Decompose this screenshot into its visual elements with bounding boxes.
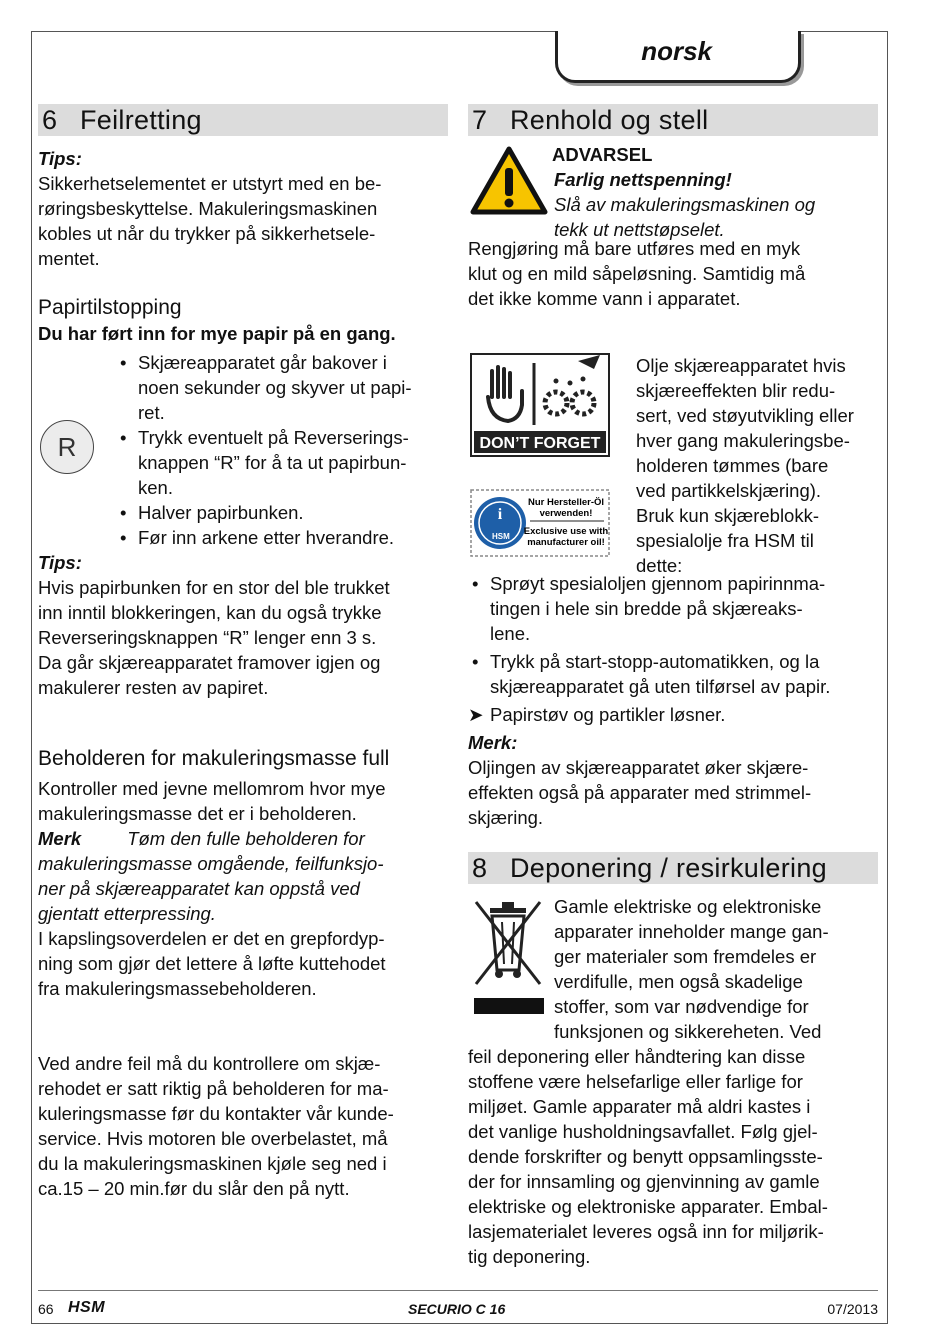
bin-full-text: Kontroller med jevne mellomrom hvor mye makuleringsmasse det er i beholderen. — [38, 778, 386, 824]
right-column — [468, 104, 878, 1269]
other-faults-text: Ved andre feil må du kontrollere om skjæ- rehodet er satt riktig på beholderen for ma- kuleringsmasse før du kontakter vår kunde- service. Hvis motoren ble overbelastet, må du la makuleringsmaskinen kjøle seg ned i ca.15 – 20 min.før du slår den på nytt. — [38, 1053, 394, 1199]
dont-forget-label: DON’T FORGET — [479, 435, 601, 452]
cleaning-text: Rengjøring må bare utføres med en myk klut og en mild såpeløsning. Samtidig må det ikke komme vann i apparatet. — [468, 238, 806, 309]
paper-jam-heading: Papirtilstopping — [38, 296, 182, 319]
section-6-heading: 6 Feilretting — [38, 104, 448, 136]
note-text: Merk Tøm den fulle beholderen for makuleringsmasse omgående, feilfunksjo- ner på skjæreapparatet kan oppstå ved gjentatt etterpressing. — [38, 828, 384, 924]
tips-text: Sikkerhetselementet er utstyrt med en be- røringsbeskyttelse. Makuleringsmaskinen kobles ut når du trykker på sikkerhetsele- mentet. — [38, 173, 382, 269]
oil-block — [468, 357, 878, 587]
bin-full-heading: Beholderen for makuleringsmasse full — [38, 747, 390, 770]
list-item: • Sprøyt spesialoljen gjennom papirinnma- tingen i hele sin bredde på skjæreaks- lene. — [468, 571, 878, 646]
section-8-heading: 8 Deponering / resirkulering — [468, 852, 878, 884]
note-text: Oljingen av skjæreapparatet øker skjære- effekten også på apparater med strimmel- skjæring. — [468, 757, 812, 828]
oil-logo: HSM — [492, 532, 510, 541]
paper-jam-steps — [116, 350, 448, 550]
page-footer — [38, 1290, 878, 1320]
oil-label-icon — [470, 489, 610, 557]
warning-subtitle: Farlig nettspenning! — [554, 169, 732, 190]
list-item: • Trykk eventuelt på Reverserings- knappen “R” for å ta ut papirbun- ken. — [116, 425, 448, 500]
language-tab — [555, 31, 801, 83]
warning-title: ADVARSEL — [552, 144, 653, 165]
arrow-right-icon: ➤ — [468, 704, 484, 725]
list-item: • Halver papirbunken. — [116, 500, 448, 525]
oil-text: Olje skjæreapparatet hvis skjæreeffekten blir redu- sert, ved støyutvikling eller hver gang makuleringsbe- holderen tømmes (bare ved partikkelskjæring). Bruk kun skjæreblokk- spesialolje fra HSM til dette: — [636, 355, 854, 576]
paper-jam-cause: Du har ført inn for mye papir på en gang. — [38, 323, 396, 344]
disposal-text: feil deponering eller håndtering kan disse stoffene være helsefarlige eller farlige for miljøet. Gamle apparater må aldri kastes i det vanlige husholdningsavfallet. Følg gjel- dende forskrifter og benytt oppsamlingsste- der for innsamling og gjenvinning av gamle elektriske og elektroniske apparater. Embal- lasjematerialet leveres også inn for miljørik- tig deponering. — [468, 1046, 828, 1267]
section-7-heading: 7 Renhold og stell — [468, 104, 878, 136]
list-item: • Trykk på start-stopp-automatikken, og la skjæreapparatet gå uten tilførsel av papir. — [468, 649, 878, 699]
svg-text:Nur Hersteller-Öl: Nur Hersteller-Öl — [527, 497, 605, 508]
crossed-bin-icon — [470, 894, 548, 1018]
tips-label: Tips: — [38, 148, 82, 169]
oil-steps — [468, 571, 878, 699]
disposal-block — [468, 894, 878, 1269]
tips-label: Tips: — [38, 552, 82, 573]
note-label: Merk: — [468, 732, 518, 753]
tips-text: Hvis papirbunken for en stor del ble trukket inn inntil blokkeringen, kan du også trykke Reverseringsknappen “R” lenger enn 3 s. Da går skjæreapparatet framover igjen og makulerer resten av papiret. — [38, 577, 390, 698]
reverse-button-symbol: R — [40, 420, 94, 474]
svg-text:Exclusive use with: Exclusive use with — [523, 526, 609, 537]
dont-forget-oil-icon — [470, 353, 610, 457]
warning-triangle-icon — [470, 146, 548, 216]
svg-text:manufacturer oil!: manufacturer oil! — [527, 537, 605, 548]
disposal-text-indented: Gamle elektriske og elektroniske apparater inneholder mange gan- ger materialer som fremdeles er verdifulle, men også skadelige stoffer, som var nødvendige for funksjonen og sikkereheten. Ved — [554, 896, 829, 1042]
model-name: SECURIO C 16 — [408, 1301, 506, 1317]
brand-logo: HSM — [68, 1299, 106, 1316]
warning-block — [468, 146, 878, 238]
svg-text:i: i — [497, 506, 503, 523]
doc-date: 07/2013 — [827, 1301, 878, 1317]
page-number: 66 — [38, 1301, 54, 1317]
warning-text: Slå av makuleringsmaskinen og tekk ut nettstøpselet. — [554, 194, 816, 240]
language-label: norsk — [641, 36, 712, 66]
left-column — [38, 104, 448, 1201]
svg-text:verwenden!: verwenden! — [539, 508, 593, 519]
list-item: • Skjæreapparatet går bakover i noen sekunder og skyver ut papi- ret. — [116, 350, 448, 425]
grip-text: I kapslingsoverdelen er det en grepfordyp- ning som gjør det lettere å løfte kuttehodet fra makuleringsmassebeholderen. — [38, 928, 386, 999]
result-line: ➤ Papirstøv og partikler løsner. — [468, 704, 726, 725]
list-item: • Før inn arkene etter hverandre. — [116, 525, 448, 550]
